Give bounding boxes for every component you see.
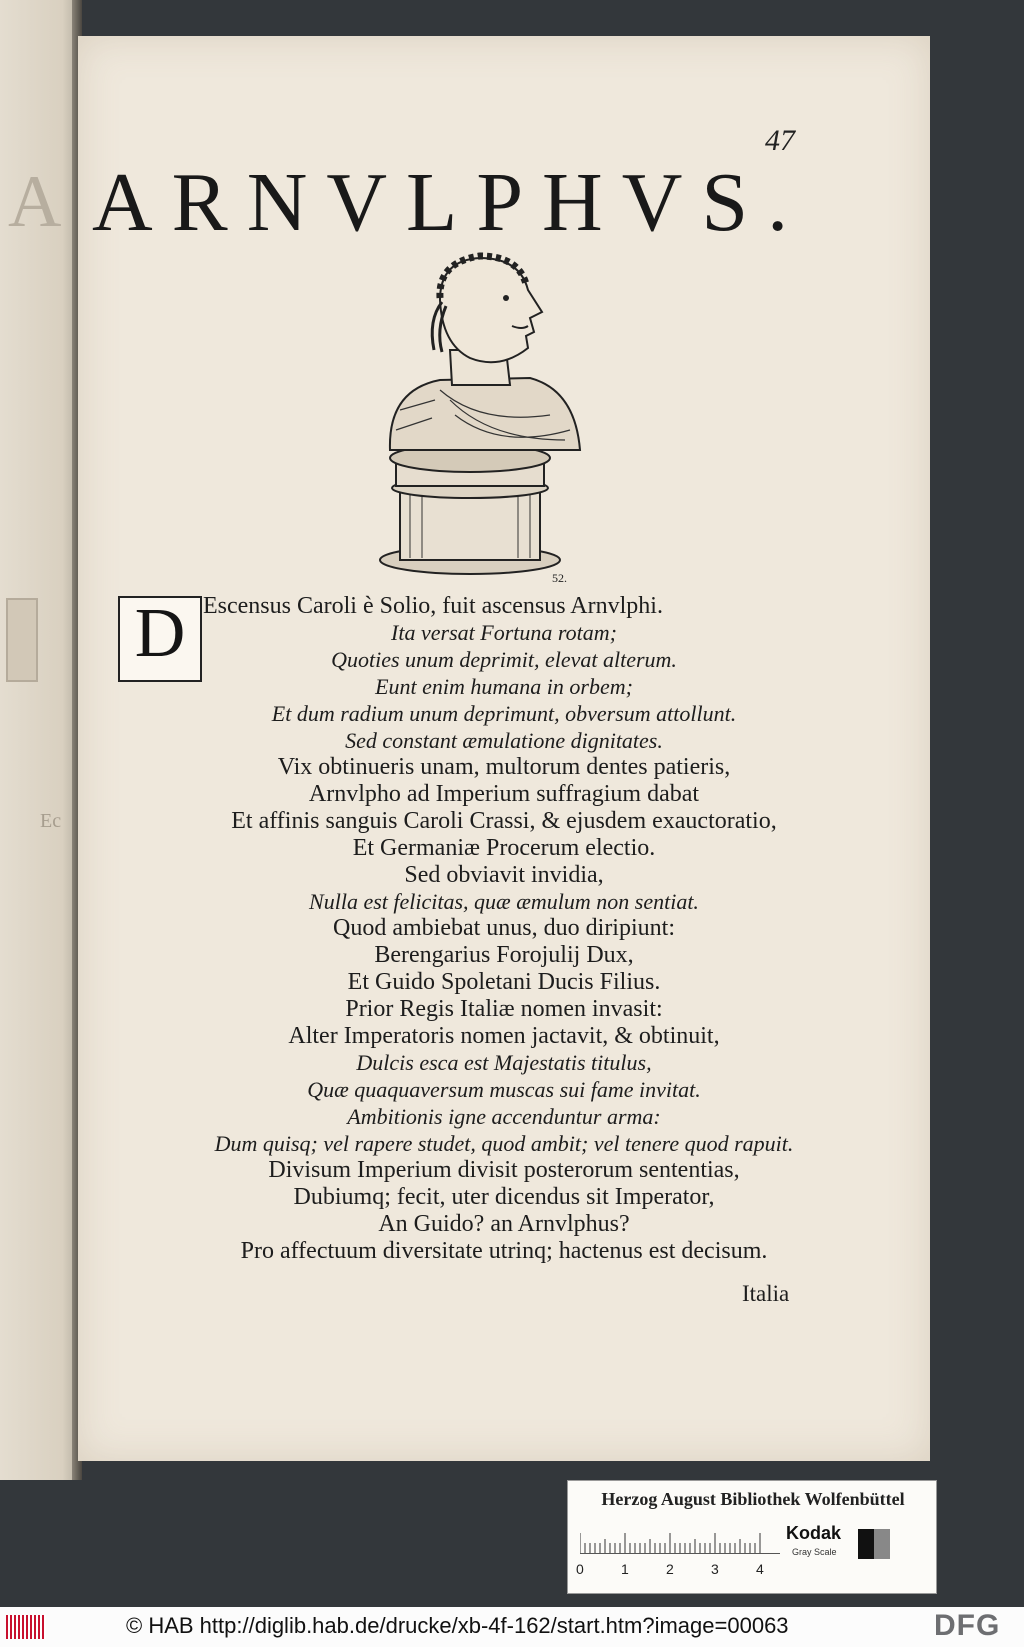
ruler-label: 4	[756, 1561, 764, 1577]
text-line: Quod ambiebat unus, duo diripiunt:	[333, 915, 675, 941]
text-line: Et Guido Spoletani Ducis Filius.	[347, 969, 661, 995]
text-line: Sed constant æmulatione dignitates.	[345, 728, 663, 753]
text-line: Quoties unum deprimit, elevat alterum.	[331, 647, 677, 672]
text-line: Et dum radium unum deprimunt, obversum attollunt.	[271, 701, 737, 726]
text-line: Berengarius Forojulij Dux,	[374, 942, 634, 968]
text-line: Et affinis sanguis Caroli Crassi, & ejusdem exauctoratio,	[231, 808, 777, 834]
text-line: Dum quisq; vel rapere studet, quod ambit; vel tenere quod rapuit.	[214, 1131, 794, 1156]
text-line: Dubiumq; fecit, uter dicendus sit Imperator,	[293, 1184, 715, 1210]
text-line: Ambitionis igne accenduntur arma:	[347, 1104, 661, 1129]
library-name: Herzog August Bibliothek Wolfenbüttel	[601, 1489, 905, 1509]
previous-page-ornament	[6, 598, 38, 682]
text-line: Alter Imperatoris nomen jactavit, & obtinuit,	[288, 1023, 720, 1049]
ruler-label: 3	[711, 1561, 719, 1577]
catchword: Italia	[742, 1281, 790, 1306]
kodak-logo: Kodak	[786, 1523, 842, 1543]
text-line: Et Germaniæ Procerum electio.	[352, 835, 656, 861]
decorated-initial-letter: D	[134, 595, 186, 672]
text-line: Arnvlpho ad Imperium suffragium dabat	[308, 781, 700, 807]
previous-page-letter: A	[8, 161, 64, 243]
ruler-label: 2	[666, 1561, 674, 1577]
text-line: Ita versat Fortuna rotam;	[391, 620, 617, 645]
ruler-label: 0	[576, 1561, 584, 1577]
text-line: Prior Regis Italiæ nomen invasit:	[345, 996, 663, 1022]
page-number: 47	[765, 124, 795, 157]
previous-page-text: Ec	[40, 810, 62, 832]
hab-logo-icon	[6, 1615, 46, 1639]
text-line: Dulcis esca est Majestatis titulus,	[356, 1050, 652, 1075]
text-line: Divisum Imperium divisit posterorum sententias,	[268, 1157, 740, 1183]
text-line: Eunt enim humana in orbem;	[375, 674, 633, 699]
text-line: Nulla est felicitas, quæ æmulum non sentiat.	[309, 889, 699, 914]
grayscale-patch	[858, 1529, 890, 1559]
library-color-card	[567, 1480, 937, 1594]
bust-label: 52.	[552, 571, 567, 585]
grayscale-label: Gray Scale	[792, 1547, 837, 1557]
source-credit: © HAB http://diglib.hab.de/drucke/xb-4f-162/start.htm?image=00063	[126, 1613, 789, 1638]
scale-ruler	[580, 1525, 780, 1554]
text-line: Sed obviavit invidia,	[404, 862, 604, 888]
text-line: Vix obtinueris unam, multorum dentes patieris,	[277, 754, 731, 780]
text-line: Escensus Caroli è Solio, fuit ascensus Arnvlphi.	[203, 593, 663, 619]
ruler-label: 1	[621, 1561, 629, 1577]
footer-bar	[0, 1607, 1024, 1647]
scanned-page	[78, 36, 930, 1461]
text-line: An Guido? an Arnvlphus?	[378, 1211, 630, 1237]
page-title: ARNVLPHVS.	[92, 156, 808, 249]
text-line: Quæ quaquaversum muscas sui fame invitat.	[307, 1077, 701, 1102]
emperor-bust-engraving	[330, 240, 620, 620]
text-line: Pro affectuum diversitate utrinq; hactenus est decisum.	[240, 1238, 768, 1264]
dfg-logo: DFG	[934, 1609, 1001, 1642]
